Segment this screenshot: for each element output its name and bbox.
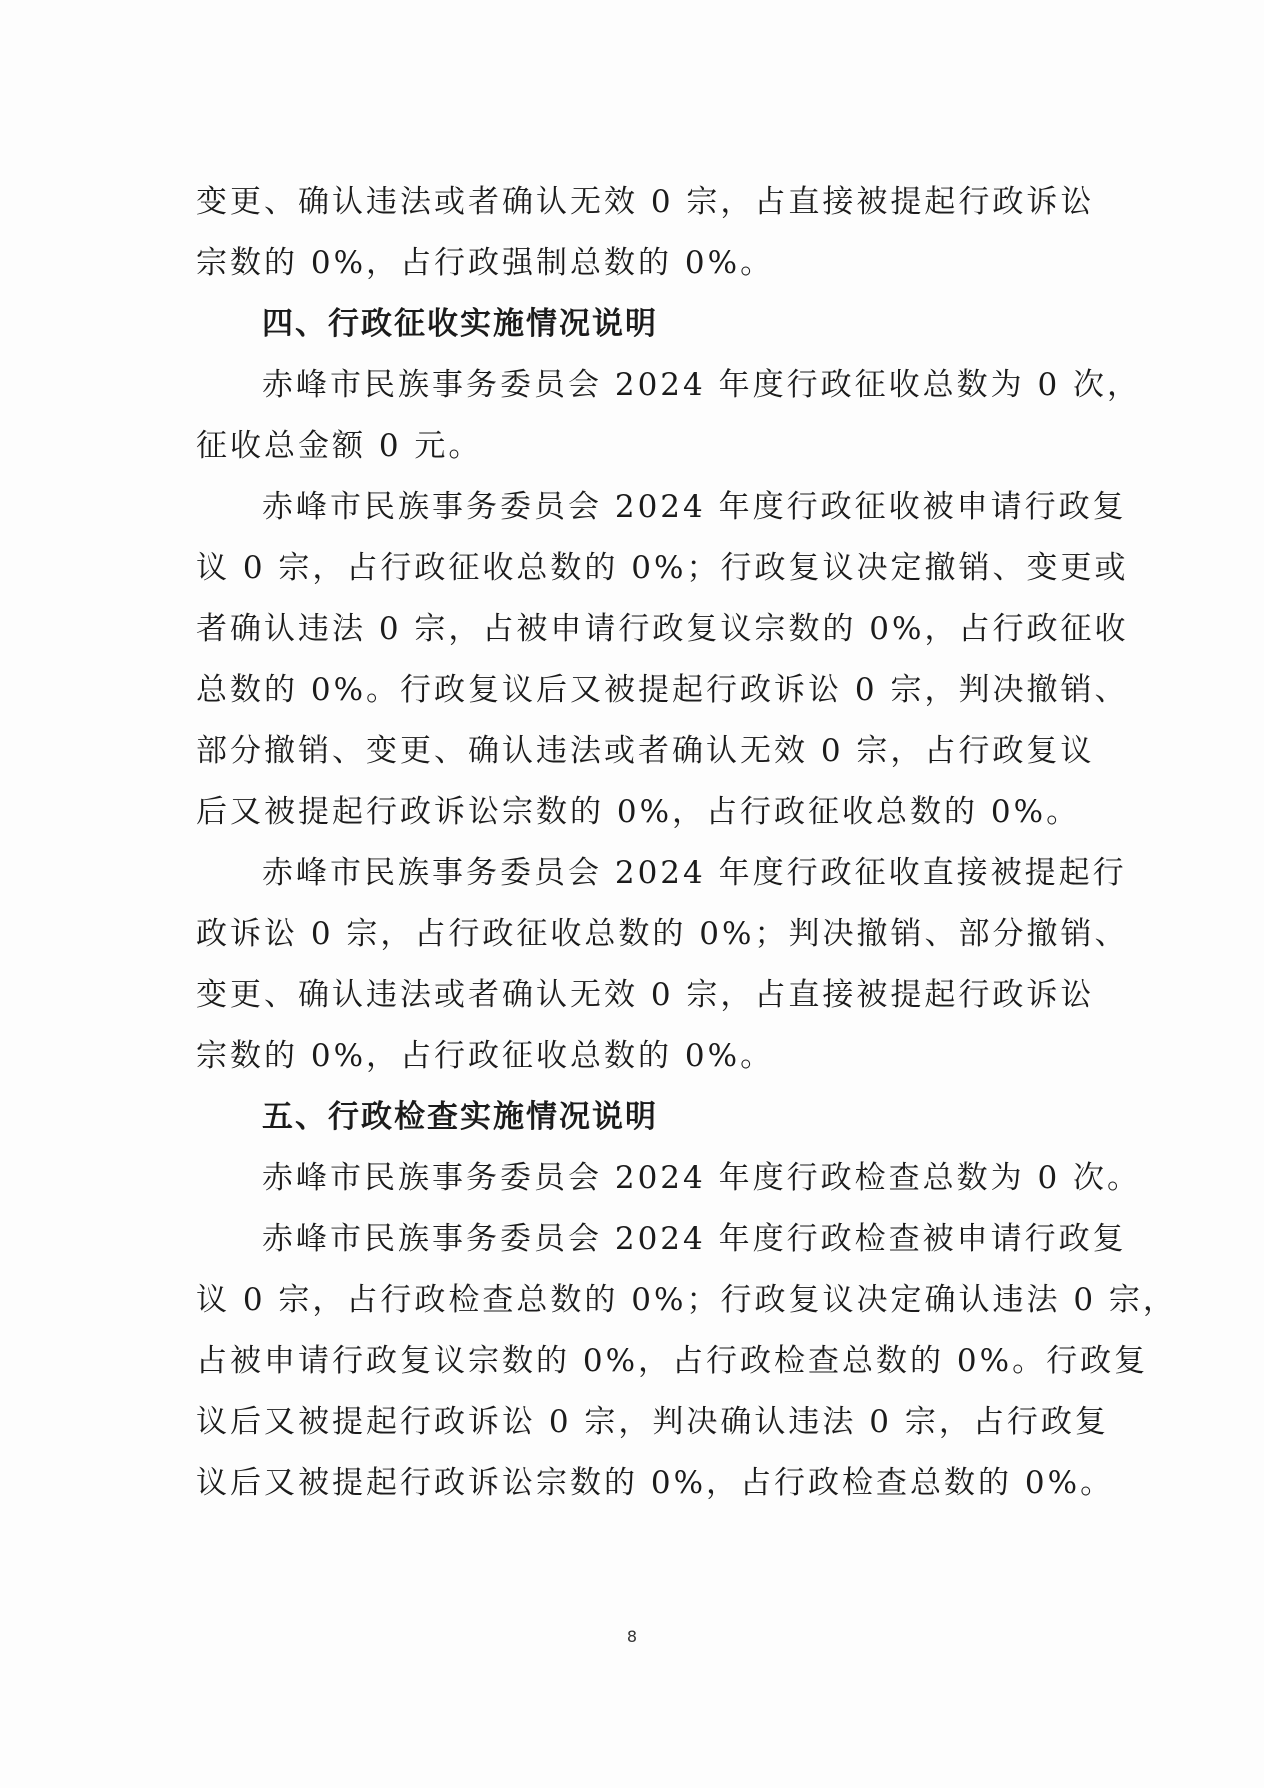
body-text bbox=[196, 172, 1177, 1514]
text-line: 总数的 0%。行政复议后又被提起行政诉讼 0 宗，判决撤销、 bbox=[196, 672, 1129, 708]
text-line: 赤峰市民族事务委员会 2024 年度行政检查被申请行政复 bbox=[262, 1221, 1127, 1257]
text-line: 变更、确认违法或者确认无效 0 宗，占直接被提起行政诉讼 bbox=[196, 977, 1095, 1013]
text-line: 变更、确认违法或者确认无效 0 宗，占直接被提起行政诉讼 bbox=[196, 184, 1095, 220]
text-line: 赤峰市民族事务委员会 2024 年度行政检查总数为 0 次。 bbox=[262, 1160, 1142, 1196]
section-heading-4: 四、行政征收实施情况说明 bbox=[262, 306, 658, 342]
text-line: 议后又被提起行政诉讼宗数的 0%，占行政检查总数的 0%。 bbox=[196, 1465, 1115, 1501]
text-line: 议 0 宗，占行政征收总数的 0%；行政复议决定撤销、变更或 bbox=[196, 550, 1129, 586]
text-line: 占被申请行政复议宗数的 0%，占行政检查总数的 0%。行政复 bbox=[196, 1343, 1149, 1379]
text-line: 宗数的 0%，占行政强制总数的 0%。 bbox=[196, 245, 775, 281]
text-line: 征收总金额 0 元。 bbox=[196, 428, 483, 464]
page-number: 8 bbox=[626, 1627, 638, 1646]
section-heading-5: 五、行政检查实施情况说明 bbox=[262, 1099, 658, 1135]
text-line: 政诉讼 0 宗，占行政征收总数的 0%；判决撤销、部分撤销、 bbox=[196, 916, 1129, 952]
text-line: 者确认违法 0 宗，占被申请行政复议宗数的 0%，占行政征收 bbox=[196, 611, 1129, 647]
text-line: 赤峰市民族事务委员会 2024 年度行政征收总数为 0 次， bbox=[262, 367, 1142, 403]
text-line: 部分撤销、变更、确认违法或者确认无效 0 宗，占行政复议 bbox=[196, 733, 1095, 769]
text-line: 赤峰市民族事务委员会 2024 年度行政征收被申请行政复 bbox=[262, 489, 1127, 525]
text-line: 议后又被提起行政诉讼 0 宗，判决确认违法 0 宗，占行政复 bbox=[196, 1404, 1109, 1440]
text-line: 议 0 宗，占行政检查总数的 0%；行政复议决定确认违法 0 宗， bbox=[196, 1282, 1177, 1318]
text-line: 赤峰市民族事务委员会 2024 年度行政征收直接被提起行 bbox=[262, 855, 1127, 891]
text-line: 后又被提起行政诉讼宗数的 0%，占行政征收总数的 0%。 bbox=[196, 794, 1081, 830]
text-line: 宗数的 0%，占行政征收总数的 0%。 bbox=[196, 1038, 775, 1074]
